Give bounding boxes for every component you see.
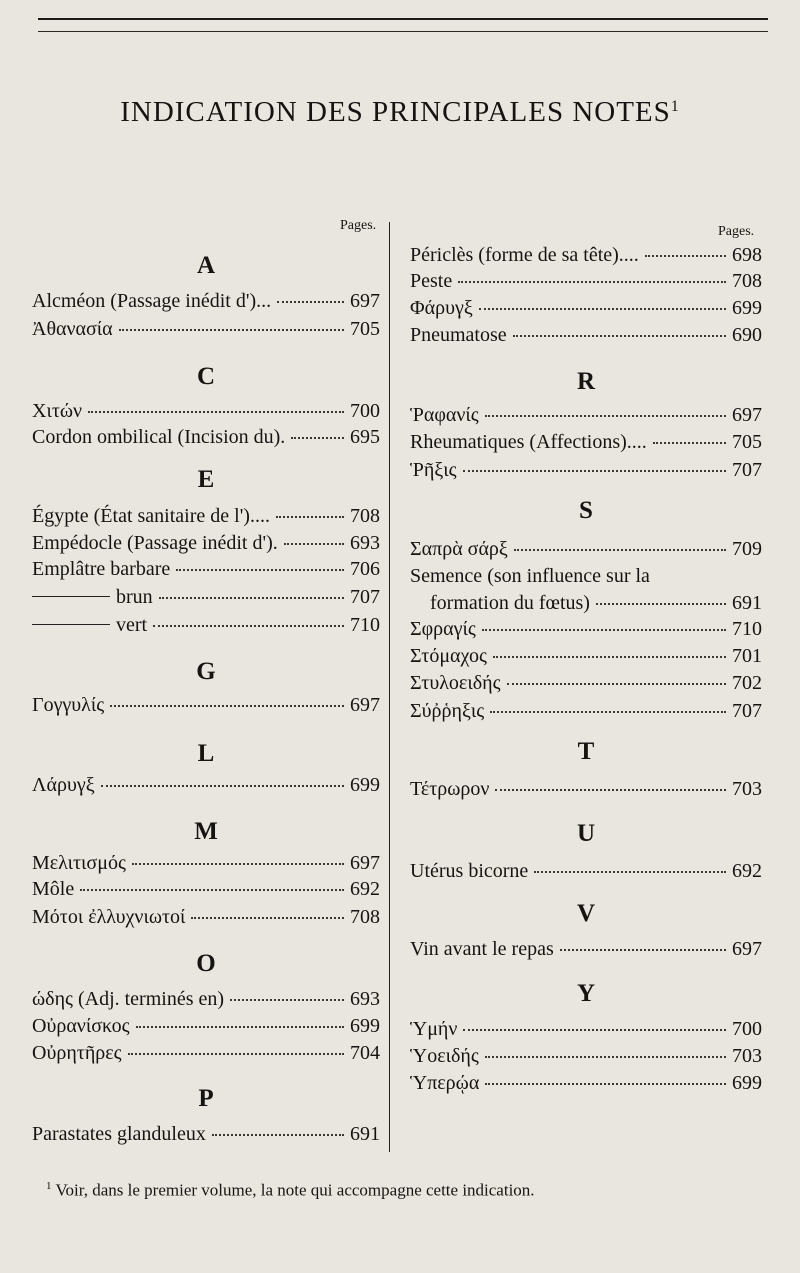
pages-header-left: Pages. <box>340 218 377 233</box>
entry-page-number: 702 <box>732 672 762 694</box>
index-entry <box>32 290 380 313</box>
dot-leader <box>277 301 344 303</box>
dot-leader <box>513 335 726 337</box>
entry-term: Vin avant le repas <box>410 938 554 960</box>
dot-leader <box>101 785 344 787</box>
index-entry <box>410 645 762 668</box>
entry-page-number: 699 <box>732 1072 762 1094</box>
dot-leader <box>596 603 726 605</box>
entry-term: Égypte (État sanitaire de l').... <box>32 505 270 527</box>
top-rule-thin <box>38 31 768 32</box>
entry-page-number: 697 <box>350 694 380 716</box>
index-entry <box>32 878 380 901</box>
section-letter: A <box>196 252 216 279</box>
entry-page-number: 695 <box>350 426 380 448</box>
index-entry <box>410 324 762 347</box>
section-letter: L <box>197 740 215 767</box>
dot-leader <box>493 656 726 658</box>
footnote <box>46 1180 535 1201</box>
entry-term: Σφραγίς <box>410 618 476 640</box>
section-letter: O <box>196 950 216 977</box>
entry-page-number: 692 <box>732 860 762 882</box>
index-entry <box>32 586 380 609</box>
index-entry <box>410 270 762 293</box>
section-letter: V <box>576 900 596 927</box>
entry-term: Λάρυγξ <box>32 774 95 796</box>
index-entry <box>32 614 380 637</box>
entry-term: Ὑπερῴα <box>410 1072 480 1094</box>
index-entry <box>410 1045 762 1068</box>
ditto-dash <box>32 624 110 625</box>
entry-page-number: 691 <box>350 1123 380 1145</box>
entry-term: Utérus bicorne <box>410 860 529 882</box>
entry-page-number: 710 <box>350 614 380 636</box>
entry-term: Emplâtre barbare <box>32 558 171 580</box>
entry-page-number: 699 <box>732 297 762 319</box>
column-divider <box>389 222 390 1152</box>
entry-page-number: 700 <box>350 400 380 422</box>
pages-header-right: Pages. <box>718 224 755 239</box>
entry-term: Στυλοειδής <box>410 672 501 694</box>
entry-page-number: 707 <box>732 459 762 481</box>
index-entry <box>32 426 380 449</box>
title-text: INDICATION DES PRINCIPALES NOTES <box>120 96 671 128</box>
entry-term: Alcméon (Passage inédit d')... <box>32 290 272 312</box>
dot-leader <box>276 516 344 518</box>
entry-term: Môle <box>32 878 75 900</box>
dot-leader <box>136 1026 344 1028</box>
ditto-dash <box>32 596 110 597</box>
section-letter: M <box>194 818 218 845</box>
dot-leader <box>514 549 726 551</box>
entry-page-number: 692 <box>350 878 380 900</box>
index-entry <box>410 404 762 427</box>
index-entry <box>410 672 762 695</box>
dot-leader <box>463 1029 726 1031</box>
entry-page-number: 703 <box>732 778 762 800</box>
entry-page-number: 709 <box>732 538 762 560</box>
dot-leader <box>507 683 727 685</box>
footnote-text: Voir, dans le premier volume, la note qui accompagne cette indication. <box>55 1180 535 1200</box>
entry-term: Parastates glanduleux <box>32 1123 206 1145</box>
entry-term: Ὑμήν <box>410 1018 458 1040</box>
index-entry <box>32 505 380 528</box>
entry-page-number: 697 <box>732 404 762 426</box>
entry-page-number: 708 <box>732 270 762 292</box>
index-entry <box>32 1123 380 1146</box>
entry-page-number: 697 <box>350 852 380 874</box>
dot-leader <box>485 415 726 417</box>
entry-page-number: 708 <box>350 906 380 928</box>
index-entry <box>32 318 380 341</box>
dot-leader <box>80 889 344 891</box>
dot-leader <box>495 789 726 791</box>
entry-term: Cordon ombilical (Incision du). <box>32 426 286 448</box>
entry-term: Οὐρητῆρες <box>32 1042 122 1064</box>
index-entry <box>410 565 762 588</box>
entry-page-number: 704 <box>350 1042 380 1064</box>
entry-term: Τέτρωρον <box>410 778 490 800</box>
entry-page-number: 707 <box>732 700 762 722</box>
dot-leader <box>482 629 726 631</box>
entry-term: brun <box>116 586 153 608</box>
entry-term: Périclès (forme de sa tête).... <box>410 244 639 266</box>
entry-term: Χιτών <box>32 400 83 422</box>
entry-term: Σαπρὰ σάρξ <box>410 538 508 560</box>
page-title <box>0 96 800 129</box>
entry-page-number: 701 <box>732 645 762 667</box>
section-letter: E <box>197 466 215 493</box>
index-entry <box>32 532 380 555</box>
index-entry <box>430 592 762 615</box>
entry-term: Semence (son influence sur la <box>410 565 650 587</box>
entry-term: Ὑοειδής <box>410 1045 479 1067</box>
index-entry <box>410 431 762 454</box>
entry-term: Pneumatose <box>410 324 507 346</box>
dot-leader <box>458 281 726 283</box>
index-entry <box>410 1018 762 1041</box>
index-entry <box>410 778 762 801</box>
entry-page-number: 705 <box>732 431 762 453</box>
dot-leader <box>490 711 726 713</box>
entry-term: formation du fœtus) <box>430 592 590 614</box>
index-entry <box>32 1015 380 1038</box>
index-entry <box>410 538 762 561</box>
entry-term: vert <box>116 614 148 636</box>
dot-leader <box>230 999 344 1001</box>
section-letter: G <box>196 658 216 685</box>
entry-term: Μελιτισμός <box>32 852 126 874</box>
index-entry <box>410 244 762 267</box>
dot-leader <box>463 470 726 472</box>
section-letter: U <box>576 820 596 847</box>
entry-page-number: 700 <box>732 1018 762 1040</box>
entry-page-number: 690 <box>732 324 762 346</box>
dot-leader <box>485 1056 726 1058</box>
title-footnote-mark: 1 <box>670 98 680 115</box>
dot-leader <box>119 329 344 331</box>
entry-page-number: 705 <box>350 318 380 340</box>
dot-leader <box>560 949 726 951</box>
dot-leader <box>479 308 726 310</box>
footnote-mark: 1 <box>46 1180 52 1192</box>
entry-page-number: 703 <box>732 1045 762 1067</box>
dot-leader <box>110 705 344 707</box>
top-rule <box>38 18 768 20</box>
dot-leader <box>645 255 726 257</box>
index-entry <box>32 694 380 717</box>
entry-term: ώδης (Adj. terminés en) <box>32 988 225 1010</box>
entry-page-number: 699 <box>350 774 380 796</box>
section-letter: S <box>579 497 593 524</box>
section-letter: R <box>576 368 596 395</box>
dot-leader <box>191 917 344 919</box>
entry-term: Ῥῆξις <box>410 459 457 481</box>
entry-term: Empédocle (Passage inédit d'). <box>32 532 278 554</box>
index-entry <box>410 860 762 883</box>
entry-term: Σύῤῥηξις <box>410 700 485 722</box>
dot-leader <box>534 871 726 873</box>
section-letter: C <box>196 363 216 390</box>
index-entry <box>32 558 380 581</box>
dot-leader <box>653 442 726 444</box>
entry-term: Peste <box>410 270 453 292</box>
entry-term: Rheumatiques (Affections).... <box>410 431 647 453</box>
entry-page-number: 708 <box>350 505 380 527</box>
entry-term: Ἀθανασία <box>32 318 113 340</box>
entry-page-number: 706 <box>350 558 380 580</box>
entry-page-number: 697 <box>732 938 762 960</box>
section-letter: T <box>577 738 595 765</box>
entry-term: Στόμαχος <box>410 645 487 667</box>
entry-page-number: 699 <box>350 1015 380 1037</box>
entry-term: Γογγυλίς <box>32 694 105 716</box>
entry-page-number: 707 <box>350 586 380 608</box>
index-entry <box>32 774 380 797</box>
entry-page-number: 691 <box>732 592 762 614</box>
dot-leader <box>291 437 344 439</box>
index-entry <box>32 400 380 423</box>
index-entry <box>410 700 762 723</box>
dot-leader <box>88 411 344 413</box>
section-letter: P <box>198 1085 214 1112</box>
dot-leader <box>132 863 344 865</box>
entry-term: Ῥαφανίς <box>410 404 479 426</box>
entry-term: Φάρυγξ <box>410 297 473 319</box>
dot-leader <box>212 1134 344 1136</box>
index-entry <box>32 1042 380 1065</box>
dot-leader <box>159 597 344 599</box>
section-letter: Y <box>576 980 596 1007</box>
index-entry <box>32 906 380 929</box>
dot-leader <box>128 1053 344 1055</box>
entry-term: Μότοι ἐλλυχνιωτοί <box>32 906 186 928</box>
entry-page-number: 693 <box>350 988 380 1010</box>
entry-page-number: 693 <box>350 532 380 554</box>
index-entry <box>410 459 762 482</box>
dot-leader <box>176 569 344 571</box>
index-entry <box>410 938 762 961</box>
entry-page-number: 697 <box>350 290 380 312</box>
dot-leader <box>485 1083 726 1085</box>
index-entry <box>32 988 380 1011</box>
index-entry <box>410 618 762 641</box>
entry-term: Οὐρανίσκος <box>32 1015 130 1037</box>
entry-page-number: 698 <box>732 244 762 266</box>
dot-leader <box>284 543 344 545</box>
dot-leader <box>153 625 344 627</box>
entry-page-number: 710 <box>732 618 762 640</box>
index-entry <box>32 852 380 875</box>
index-entry <box>410 297 762 320</box>
index-entry <box>410 1072 762 1095</box>
